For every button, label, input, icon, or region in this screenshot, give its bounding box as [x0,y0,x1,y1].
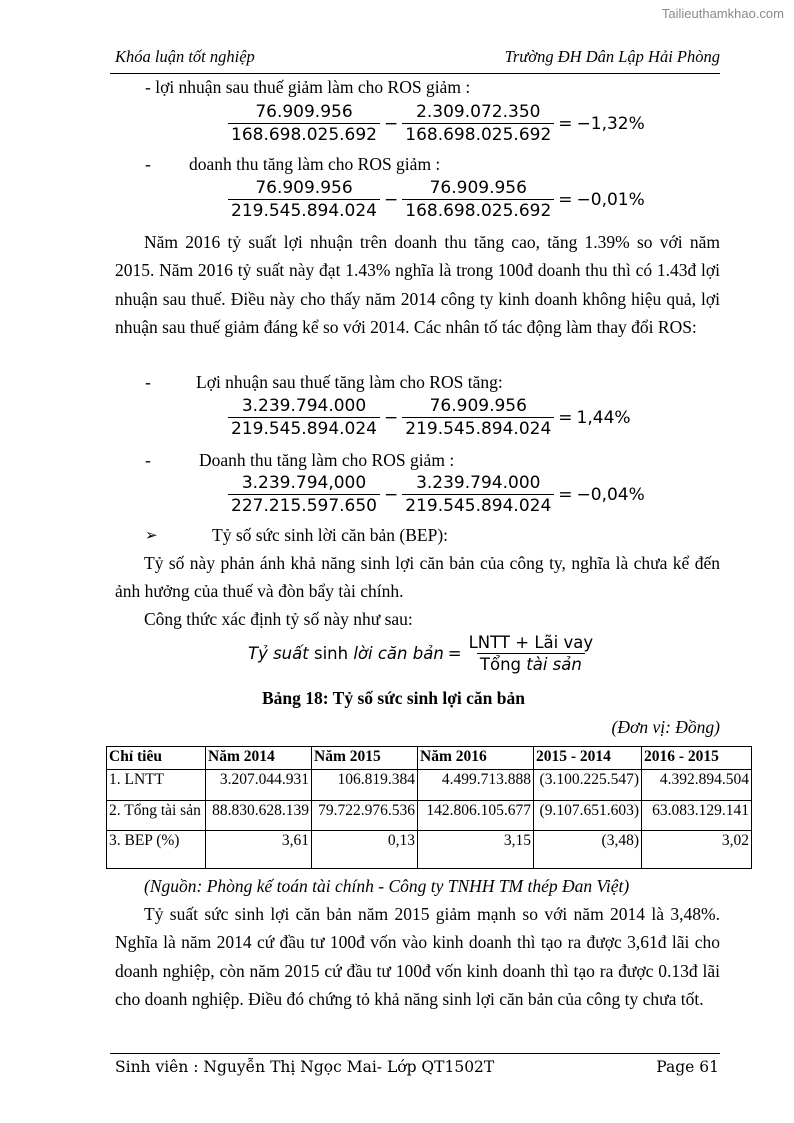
header-right: Trường ĐH Dân Lập Hải Phòng [504,47,720,66]
table-cell: 79.722.976.536 [312,801,418,831]
formula-denominator-2: tài sản [526,655,582,674]
equation-1: $\frac{76.909.956}{168.698.025.692}$ − $\frac{2.309.072.350}{168.698.025.692}$ = −1,32% [228,102,645,145]
eq2-denominator-1: 219.545.894.024 [228,199,380,221]
formula-lhs-2: sinh [313,644,349,663]
eq3-numerator-2: 76.909.956 [429,396,527,416]
table-cell: 0,13 [312,831,418,869]
paragraph-ros-2016: Năm 2016 tỷ suất lợi nhuận trên doanh thu tăng cao, tăng 1.39% so với năm 2015. Năm 2016 tỷ suất này đạt 1.43% nghĩa là trong 100đ doanh thu thì có 1.43đ lợi nhuận sau thuế. Điều này cho thấy năm 2014 công ty kinh doanh không hiệu quả, lợi nhuận sau thuế giảm đáng kể so với 2014. Các nhân tố tác động làm thay đổi ROS: [115,232,720,337]
arrow-bullet-icon: ➢ [145,526,158,544]
table-cell: 142.806.105.677 [418,801,534,831]
page-number: Page 61 [656,1058,719,1076]
formula-lhs-3: lời căn bản [353,644,444,663]
table-cell: 3.207.044.931 [206,770,312,801]
equation-3: $\frac{3.239.794.000}{219.545.894.024}$ − $\frac{76.909.956}{219.545.894.024}$ = 1,44% [228,396,631,439]
eq2-result: −0,01% [576,189,645,210]
paragraph-bep-analysis: Tỷ suất sức sinh lợi căn bản năm 2015 giảm mạnh so với năm 2014 là 3,48%. Nghĩa là năm 2014 cứ đầu tư 100đ vốn vào kinh doanh thì tạo ra được 3,61đ lãi cho doanh nghiệp, còn năm 2015 cứ đầu tư 100đ vốn kinh doanh thì tạo ra được 0.13đ lãi cho doanh nghiệp. Điều đó chứng tỏ khả năng sinh lợi căn bản của công ty chưa tốt. [115,904,720,1009]
eq3-denominator-1: 219.545.894.024 [228,417,380,439]
bep-formula: Tỷ suất sinh lời căn bản = $\frac{\text{LNTT + Lãi vay}}{\text{Tổng tài sản}}$ [248,633,596,674]
table-cell: (3,48) [534,831,642,869]
table-cell: (3.100.225.547) [534,770,642,801]
dash-4: - [145,450,151,470]
equation-2: $\frac{76.909.956}{219.545.894.024}$ − $\frac{76.909.956}{168.698.025.692}$ = −0,01% [228,178,645,221]
table-cell: 63.083.129.141 [642,801,752,831]
eq3-denominator-2: 219.545.894.024 [402,417,554,439]
table-row [107,801,752,831]
bep-table [106,746,752,869]
formula-denominator-1: Tổng [479,655,521,674]
table-cell: 3,02 [642,831,752,869]
table-header-cell: Năm 2016 [418,747,534,770]
table-header-cell: Chỉ tiêu [107,747,206,770]
eq2-denominator-2: 168.698.025.692 [402,199,554,221]
formula-lhs-1: Tỷ suất [248,644,309,663]
table-cell: 106.819.384 [312,770,418,801]
eq4-denominator-2: 219.545.894.024 [402,494,554,516]
eq1-denominator-2: 168.698.025.692 [402,123,554,145]
table-cell: 88.830.628.139 [206,801,312,831]
table-cell: 4.499.713.888 [418,770,534,801]
table-unit: (Đơn vị: Đồng) [611,717,720,737]
table-source: (Nguồn: Phòng kế toán tài chính - Công ty TNHH TM thép Đan Việt) [144,876,630,896]
table-cell: 2. Tổng tài sản [107,801,206,831]
formula-numerator: LNTT + Lãi vay [468,633,594,652]
table-cell: 4.392.894.504 [642,770,752,801]
eq1-result: −1,32% [576,113,645,134]
table-title: Bảng 18: Tỷ số sức sinh lợi căn bản [262,688,525,708]
eq1-numerator-2: 2.309.072.350 [416,102,541,122]
line-profit-decrease: - lợi nhuận sau thuế giảm làm cho ROS giảm : [145,77,471,97]
formula-intro: Công thức xác định tỷ số này như sau: [144,609,413,629]
table-row [107,831,752,869]
paragraph-bep-definition: Tỷ số này phản ánh khả năng sinh lợi căn bản của công ty, nghĩa là chưa kể đến ảnh hưởng của thuế và đòn bẩy tài chính. [115,553,720,602]
eq4-result: −0,04% [576,484,645,505]
equation-4: $\frac{3.239.794,000}{227.215.597.650}$ − $\frac{3.239.794.000}{219.545.894.024}$ = −0,04% [228,473,645,516]
table-cell: 1. LNTT [107,770,206,801]
table-row [107,770,752,801]
table-header-cell: Năm 2014 [206,747,312,770]
bep-heading: Tỷ số sức sinh lời căn bản (BEP): [212,525,449,545]
line-revenue-increase-2: Doanh thu tăng làm cho ROS giảm : [199,450,455,470]
eq1-numerator-1: 76.909.956 [255,102,353,122]
dash-3: - [145,372,151,392]
eq4-numerator-1: 3.239.794,000 [241,473,367,493]
eq4-denominator-1: 227.215.597.650 [228,494,380,516]
table-cell: 3,61 [206,831,312,869]
header-left: Khóa luận tốt nghiệp [115,47,255,66]
footer-student: Sinh viên : Nguyễn Thị Ngọc Mai- Lớp QT1502T [115,1058,495,1076]
eq4-numerator-2: 3.239.794.000 [416,473,541,493]
eq2-numerator-1: 76.909.956 [255,178,353,198]
table-cell: 3. BEP (%) [107,831,206,869]
line-profit-increase: Lợi nhuận sau thuế tăng làm cho ROS tăng: [196,372,503,392]
table-header-cell: Năm 2015 [312,747,418,770]
watermark-text: Tailieuthamkhao.com [661,6,784,21]
eq1-denominator-1: 168.698.025.692 [228,123,380,145]
eq3-numerator-1: 3.239.794.000 [241,396,367,416]
table-cell: 3,15 [418,831,534,869]
eq3-result: 1,44% [576,407,631,428]
table-cell: (9.107.651.603) [534,801,642,831]
dash-2: - [145,154,151,174]
table-header-cell: 2016 - 2015 [642,747,752,770]
eq2-numerator-2: 76.909.956 [429,178,527,198]
line-revenue-increase-1: doanh thu tăng làm cho ROS giảm : [189,154,441,174]
table-header-cell: 2015 - 2014 [534,747,642,770]
table-header-row [107,747,752,770]
footer-divider [110,1053,720,1054]
